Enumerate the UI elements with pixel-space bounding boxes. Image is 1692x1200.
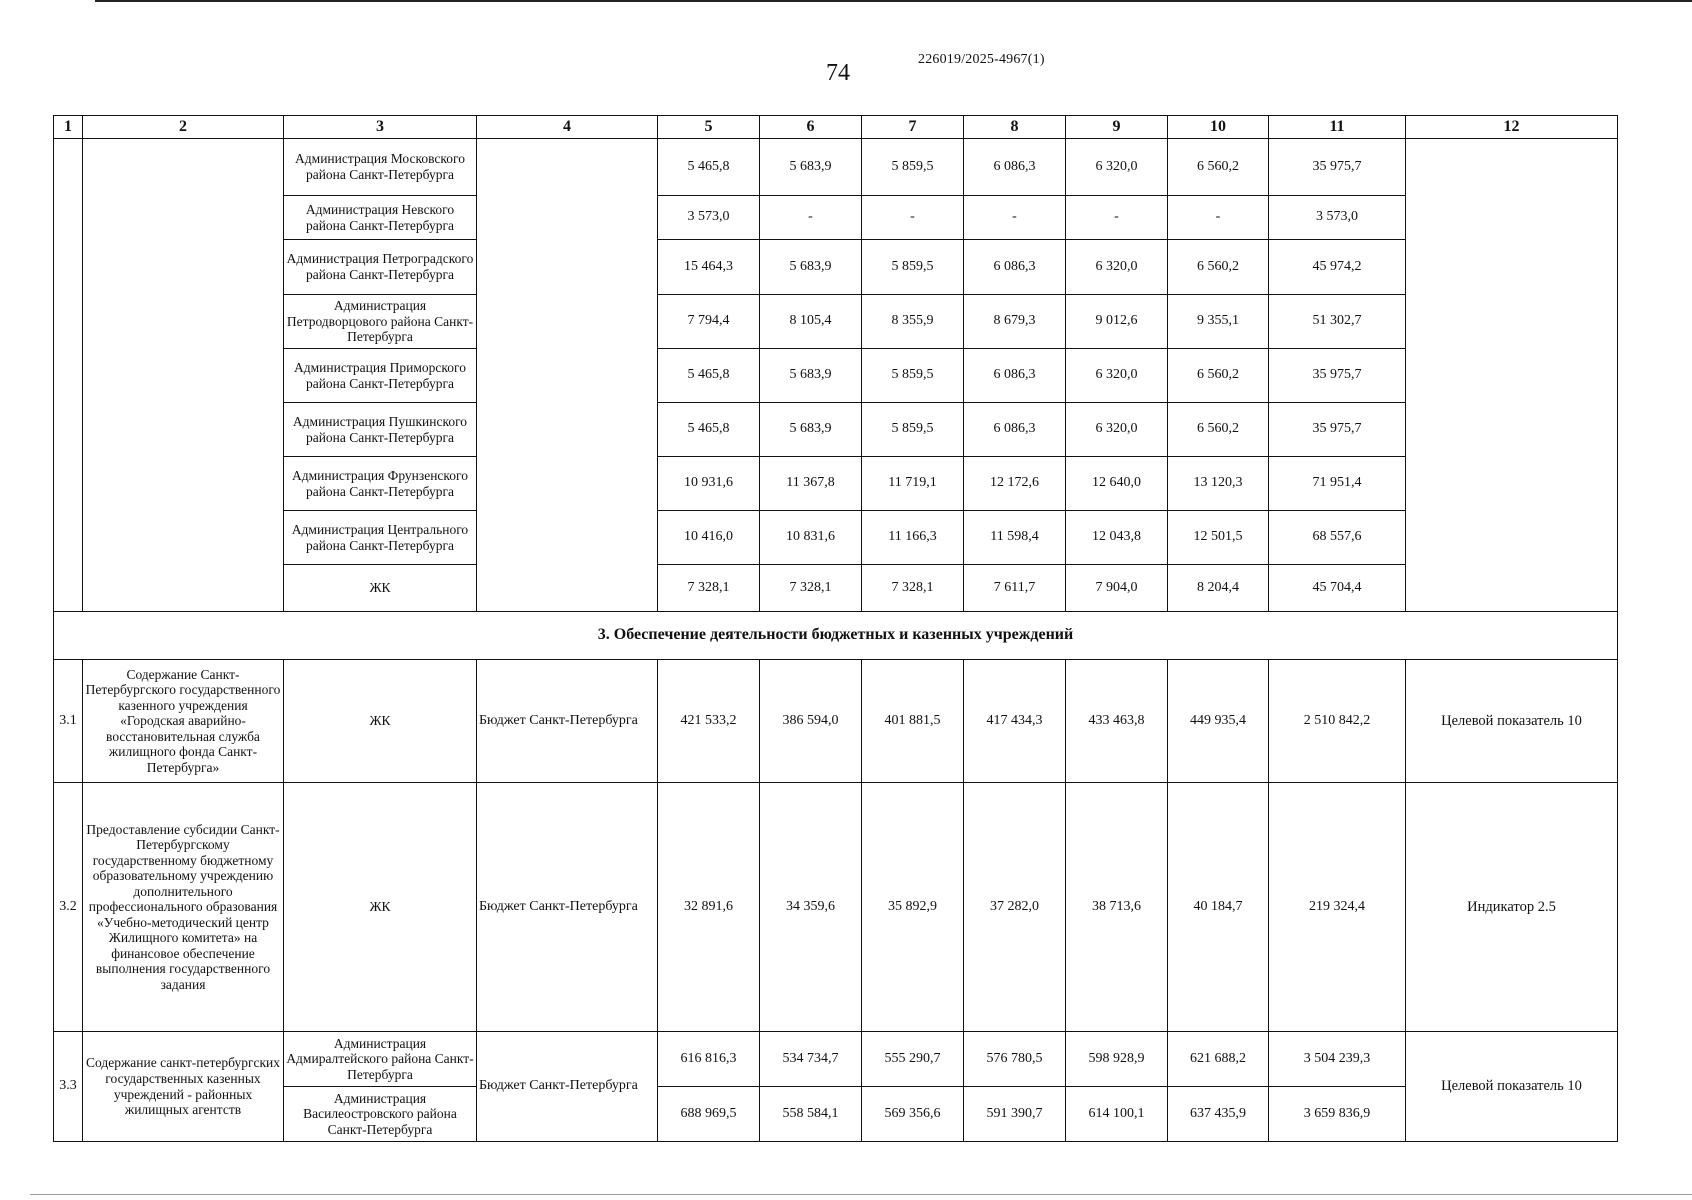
value-cell: 11 719,1 — [862, 457, 964, 511]
value-cell: 7 611,7 — [964, 565, 1066, 612]
table-row — [54, 403, 1618, 457]
org-cell: ЖК — [284, 783, 477, 1032]
org-cell: Администрация Адмиралтейского района Санкт-Петербурга — [284, 1032, 477, 1087]
value-cell: 5 465,8 — [658, 403, 760, 457]
value-cell: 6 560,2 — [1168, 403, 1269, 457]
value-cell: 6 560,2 — [1168, 139, 1269, 196]
table-row — [54, 139, 1618, 196]
value-cell: 401 881,5 — [862, 660, 964, 783]
section-row — [54, 612, 1618, 660]
col-header: 7 — [862, 116, 964, 139]
total-cell: 68 557,6 — [1269, 511, 1406, 565]
funding-source: Бюджет Санкт-Петербурга — [477, 660, 658, 783]
value-cell: 5 859,5 — [862, 403, 964, 457]
page-number: 74 — [826, 60, 850, 86]
empty-cell — [477, 139, 658, 612]
org-cell: Администрация Приморского района Санкт-Петербурга — [284, 349, 477, 403]
indicator-cell: Целевой показатель 10 — [1406, 1032, 1618, 1142]
value-cell: 10 831,6 — [760, 511, 862, 565]
total-cell: 45 704,4 — [1269, 565, 1406, 612]
table-row — [54, 783, 1618, 1032]
value-cell: 38 713,6 — [1066, 783, 1168, 1032]
org-cell: Администрация Центрального района Санкт-Петербурга — [284, 511, 477, 565]
table-row — [54, 565, 1618, 612]
section-title: 3. Обеспечение деятельности бюджетных и казенных учреждений — [54, 612, 1618, 660]
top-rule — [95, 0, 1692, 2]
value-cell: 576 780,5 — [964, 1032, 1066, 1087]
value-cell: 6 320,0 — [1066, 403, 1168, 457]
col-header: 3 — [284, 116, 477, 139]
col-header: 6 — [760, 116, 862, 139]
value-cell: 7 794,4 — [658, 295, 760, 349]
value-cell: 5 683,9 — [760, 240, 862, 295]
value-cell: 11 367,8 — [760, 457, 862, 511]
value-cell: 5 683,9 — [760, 349, 862, 403]
value-cell: 13 120,3 — [1168, 457, 1269, 511]
value-cell: 6 320,0 — [1066, 139, 1168, 196]
value-cell: 688 969,5 — [658, 1087, 760, 1142]
total-cell: 35 975,7 — [1269, 139, 1406, 196]
total-cell: 3 659 836,9 — [1269, 1087, 1406, 1142]
value-cell: 5 683,9 — [760, 139, 862, 196]
total-cell: 51 302,7 — [1269, 295, 1406, 349]
value-cell: 40 184,7 — [1168, 783, 1269, 1032]
value-cell: 5 465,8 — [658, 349, 760, 403]
value-cell: 35 892,9 — [862, 783, 964, 1032]
value-cell: 6 086,3 — [964, 349, 1066, 403]
value-cell: 433 463,8 — [1066, 660, 1168, 783]
row-number: 3.2 — [54, 783, 83, 1032]
total-cell: 45 974,2 — [1269, 240, 1406, 295]
value-cell: 11 166,3 — [862, 511, 964, 565]
indicator-cell: Целевой показатель 10 — [1406, 660, 1618, 783]
table-row — [54, 457, 1618, 511]
value-cell: 9 012,6 — [1066, 295, 1168, 349]
org-cell: ЖК — [284, 660, 477, 783]
value-cell: 10 931,6 — [658, 457, 760, 511]
col-header: 5 — [658, 116, 760, 139]
value-cell: 8 204,4 — [1168, 565, 1269, 612]
value-cell: 558 584,1 — [760, 1087, 862, 1142]
value-cell: - — [862, 196, 964, 240]
value-cell: 9 355,1 — [1168, 295, 1269, 349]
table-row — [54, 1032, 1618, 1087]
value-cell: 12 043,8 — [1066, 511, 1168, 565]
org-cell: Администрация Петроградского района Санкт-Петербурга — [284, 240, 477, 295]
value-cell: 6 086,3 — [964, 403, 1066, 457]
value-cell: - — [760, 196, 862, 240]
budget-table — [53, 115, 1618, 1142]
org-cell: Администрация Василеостровского района Санкт-Петербурга — [284, 1087, 477, 1142]
org-cell: ЖК — [284, 565, 477, 612]
indicator-cell: Индикатор 2.5 — [1406, 783, 1618, 1032]
value-cell: 12 172,6 — [964, 457, 1066, 511]
value-cell: 637 435,9 — [1168, 1087, 1269, 1142]
table-row — [54, 240, 1618, 295]
value-cell: 5 683,9 — [760, 403, 862, 457]
empty-cell — [83, 139, 284, 612]
value-cell: 10 416,0 — [658, 511, 760, 565]
empty-cell — [54, 139, 83, 612]
table-row — [54, 295, 1618, 349]
value-cell: 6 560,2 — [1168, 240, 1269, 295]
activity-description: Содержание Санкт-Петербургского государственного казенного учреждения «Городская аварийно-восстановительная служба жилищного фонда Санкт-Петербурга» — [83, 660, 284, 783]
value-cell: 8 105,4 — [760, 295, 862, 349]
org-cell: Администрация Пушкинского района Санкт-Петербурга — [284, 403, 477, 457]
value-cell: 6 086,3 — [964, 240, 1066, 295]
value-cell: 12 640,0 — [1066, 457, 1168, 511]
value-cell: 421 533,2 — [658, 660, 760, 783]
org-cell: Администрация Московского района Санкт-Петербурга — [284, 139, 477, 196]
value-cell: 569 356,6 — [862, 1087, 964, 1142]
table-row — [54, 660, 1618, 783]
col-header: 2 — [83, 116, 284, 139]
value-cell: 6 320,0 — [1066, 349, 1168, 403]
value-cell: 7 904,0 — [1066, 565, 1168, 612]
value-cell: 6 086,3 — [964, 139, 1066, 196]
table-row — [54, 349, 1618, 403]
column-numbers-row — [54, 116, 1618, 139]
value-cell: 5 859,5 — [862, 139, 964, 196]
value-cell: 37 282,0 — [964, 783, 1066, 1032]
total-cell: 35 975,7 — [1269, 403, 1406, 457]
value-cell: 11 598,4 — [964, 511, 1066, 565]
value-cell: - — [1066, 196, 1168, 240]
funding-source: Бюджет Санкт-Петербурга — [477, 1032, 658, 1142]
activity-description: Содержание санкт-петербургских государственных казенных учреждений - районных жилищных агентств — [83, 1032, 284, 1142]
value-cell: 417 434,3 — [964, 660, 1066, 783]
col-header: 9 — [1066, 116, 1168, 139]
value-cell: 614 100,1 — [1066, 1087, 1168, 1142]
value-cell: 386 594,0 — [760, 660, 862, 783]
value-cell: - — [1168, 196, 1269, 240]
col-header: 8 — [964, 116, 1066, 139]
value-cell: - — [964, 196, 1066, 240]
org-cell: Администрация Фрунзенского района Санкт-Петербурга — [284, 457, 477, 511]
value-cell: 32 891,6 — [658, 783, 760, 1032]
value-cell: 15 464,3 — [658, 240, 760, 295]
value-cell: 616 816,3 — [658, 1032, 760, 1087]
row-number: 3.3 — [54, 1032, 83, 1142]
bottom-rule — [30, 1194, 1692, 1195]
col-header: 10 — [1168, 116, 1269, 139]
table-row — [54, 511, 1618, 565]
col-header: 1 — [54, 116, 83, 139]
total-cell: 3 573,0 — [1269, 196, 1406, 240]
activity-description: Предоставление субсидии Санкт-Петербургскому государственному бюджетному образовательному учреждению дополнительного профессионального образования «Учебно-методический центр Жилищного комитета» на финансовое обеспечение выполнения государственного задания — [83, 783, 284, 1032]
value-cell: 6 320,0 — [1066, 240, 1168, 295]
empty-cell — [1406, 139, 1618, 612]
org-cell: Администрация Невского района Санкт-Петербурга — [284, 196, 477, 240]
total-cell: 3 504 239,3 — [1269, 1032, 1406, 1087]
document-code: 226019/2025-4967(1) — [918, 52, 1045, 67]
value-cell: 449 935,4 — [1168, 660, 1269, 783]
value-cell: 621 688,2 — [1168, 1032, 1269, 1087]
value-cell: 5 859,5 — [862, 240, 964, 295]
value-cell: 5 465,8 — [658, 139, 760, 196]
value-cell: 5 859,5 — [862, 349, 964, 403]
total-cell: 71 951,4 — [1269, 457, 1406, 511]
table-row — [54, 1087, 1618, 1142]
col-header: 4 — [477, 116, 658, 139]
value-cell: 34 359,6 — [760, 783, 862, 1032]
table-row — [54, 196, 1618, 240]
org-cell: Администрация Петродворцового района Санкт-Петербурга — [284, 295, 477, 349]
value-cell: 12 501,5 — [1168, 511, 1269, 565]
row-number: 3.1 — [54, 660, 83, 783]
value-cell: 555 290,7 — [862, 1032, 964, 1087]
value-cell: 7 328,1 — [658, 565, 760, 612]
value-cell: 6 560,2 — [1168, 349, 1269, 403]
total-cell: 2 510 842,2 — [1269, 660, 1406, 783]
value-cell: 7 328,1 — [862, 565, 964, 612]
value-cell: 7 328,1 — [760, 565, 862, 612]
value-cell: 591 390,7 — [964, 1087, 1066, 1142]
total-cell: 35 975,7 — [1269, 349, 1406, 403]
value-cell: 8 679,3 — [964, 295, 1066, 349]
value-cell: 598 928,9 — [1066, 1032, 1168, 1087]
col-header: 11 — [1269, 116, 1406, 139]
funding-source: Бюджет Санкт-Петербурга — [477, 783, 658, 1032]
value-cell: 8 355,9 — [862, 295, 964, 349]
col-header: 12 — [1406, 116, 1618, 139]
value-cell: 3 573,0 — [658, 196, 760, 240]
value-cell: 534 734,7 — [760, 1032, 862, 1087]
total-cell: 219 324,4 — [1269, 783, 1406, 1032]
